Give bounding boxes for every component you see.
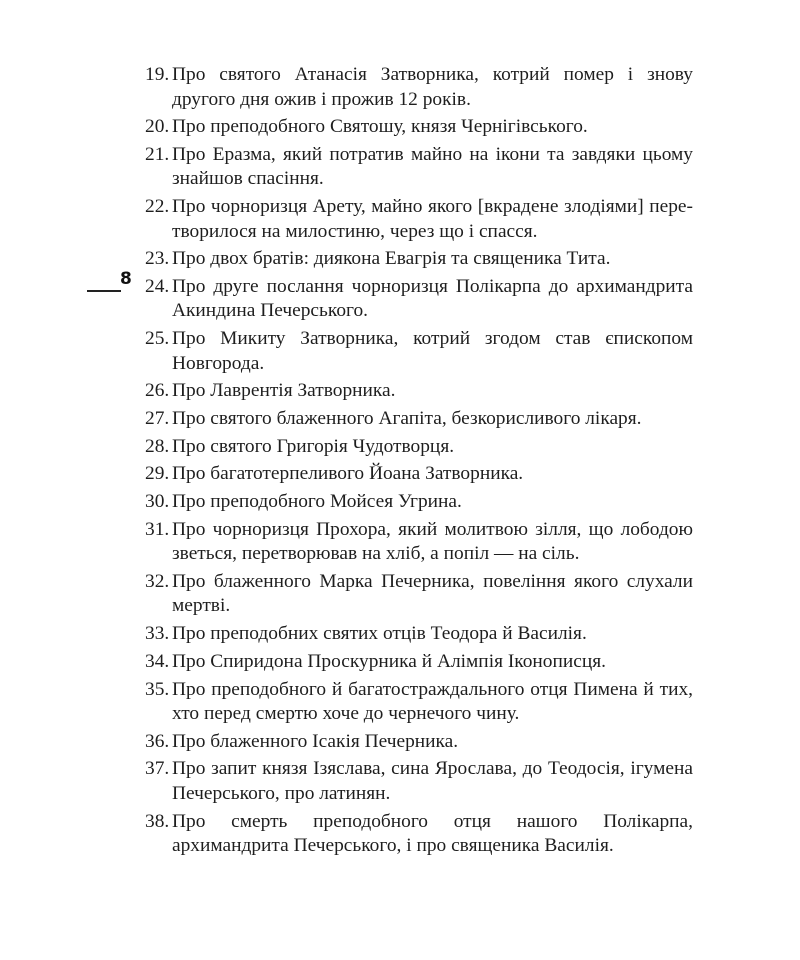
item-text: Про смерть преподобного отця нашого Полікарпа, архимандрита Печерського, і про священика Василія.: [172, 810, 693, 857]
item-number: 34.: [145, 650, 170, 672]
list-item: [145, 490, 693, 515]
list-item: [145, 63, 693, 112]
item-number: 21.: [145, 143, 170, 165]
item-number: 33.: [145, 623, 170, 645]
item-number: 19.: [145, 64, 170, 85]
item-text: Про святого Атанасія Затворника, котрий помер і знову другого дня ожив і прожив 12 років.: [172, 64, 693, 110]
item-text: Про преподобних святих отців Теодора й Василія.: [172, 623, 587, 645]
list-item: [145, 462, 693, 487]
item-text: Про Микиту Затворника, котрий згодом став єпископом Новгорода.: [172, 328, 693, 374]
item-number: 32.: [145, 570, 170, 592]
list-item: [145, 678, 693, 727]
item-text: Про друге послання чорноризця Полікарпа до архимандрита Акиндина Печерського.: [172, 275, 693, 322]
item-text: Про запит князя Ізяслава, сина Ярослава, до Теодосія, ігумена Печерського, про латинян.: [172, 758, 693, 804]
item-text: Про преподобного й багатостраждального отця Пимена й тих, хто перед смертю хоче до чернечого чину.: [172, 678, 693, 724]
item-number: 35.: [145, 678, 170, 700]
item-number: 36.: [145, 730, 170, 752]
item-number: 24.: [145, 275, 170, 297]
page-number-rule: [87, 290, 121, 292]
item-text: Про багатотерпеливого Йоана Затворника.: [172, 463, 524, 485]
list-item: [145, 435, 693, 460]
list-item: [145, 143, 693, 192]
item-text: Про двох братів: диякона Евагрія та священика Тита.: [172, 248, 611, 270]
item-text: Про блаженного Марка Печерника, повеління якого слухали мертві.: [172, 570, 693, 617]
item-number: 25.: [145, 328, 170, 350]
item-text: Про чорноризця Арету, майно якого [вкрадене злодіями] перетворилося на милостиню, через що і спасся.: [172, 196, 693, 242]
item-number: 30.: [145, 491, 170, 513]
list-item: [145, 757, 693, 806]
page-number-marker: [87, 271, 131, 295]
list-item: [145, 650, 693, 675]
page-number: 8: [120, 269, 132, 289]
item-number: 20.: [145, 116, 170, 138]
item-number: 31.: [145, 518, 170, 540]
item-text: Про преподобного Мойсея Угрина.: [172, 491, 462, 513]
list-item: [145, 195, 693, 244]
list-item: [145, 518, 693, 567]
list-item: [145, 115, 693, 140]
item-number: 23.: [145, 248, 170, 270]
list-item: [145, 379, 693, 404]
list-item: [145, 327, 693, 376]
list-item: [145, 810, 693, 859]
list-item: [145, 247, 693, 272]
list-item: [145, 407, 693, 432]
list-item: [145, 275, 693, 324]
item-text: Про святого Григорія Чудотворця.: [172, 435, 455, 457]
item-number: 27.: [145, 408, 170, 429]
item-number: 26.: [145, 380, 170, 402]
item-text: Про Лаврентія Затворника.: [172, 380, 396, 402]
item-text: Про святого блаженного Агапіта, безкорисливого лікаря.: [172, 408, 642, 429]
item-number: 28.: [145, 435, 170, 457]
item-text: Про Еразма, який потратив майно на ікони та завдяки цьому знайшов спасіння.: [172, 143, 693, 190]
list-item: [145, 730, 693, 755]
item-text: Про блаженного Ісакія Печерника.: [172, 730, 459, 752]
list-item: [145, 570, 693, 619]
table-of-contents: [145, 63, 693, 862]
item-text: Про Спиридона Проскурника й Алімпія Іконописця.: [172, 650, 607, 672]
list-item: [145, 622, 693, 647]
item-number: 22.: [145, 196, 170, 218]
item-number: 37.: [145, 758, 170, 780]
item-number: 38.: [145, 810, 170, 832]
item-text: Про чорноризця Прохора, який молитвою зілля, що лободою зветься, перетворював на хліб, а попіл — на сіль.: [172, 518, 693, 565]
item-text: Про преподобного Святошу, князя Чернігівського.: [172, 116, 588, 138]
item-number: 29.: [145, 463, 170, 485]
